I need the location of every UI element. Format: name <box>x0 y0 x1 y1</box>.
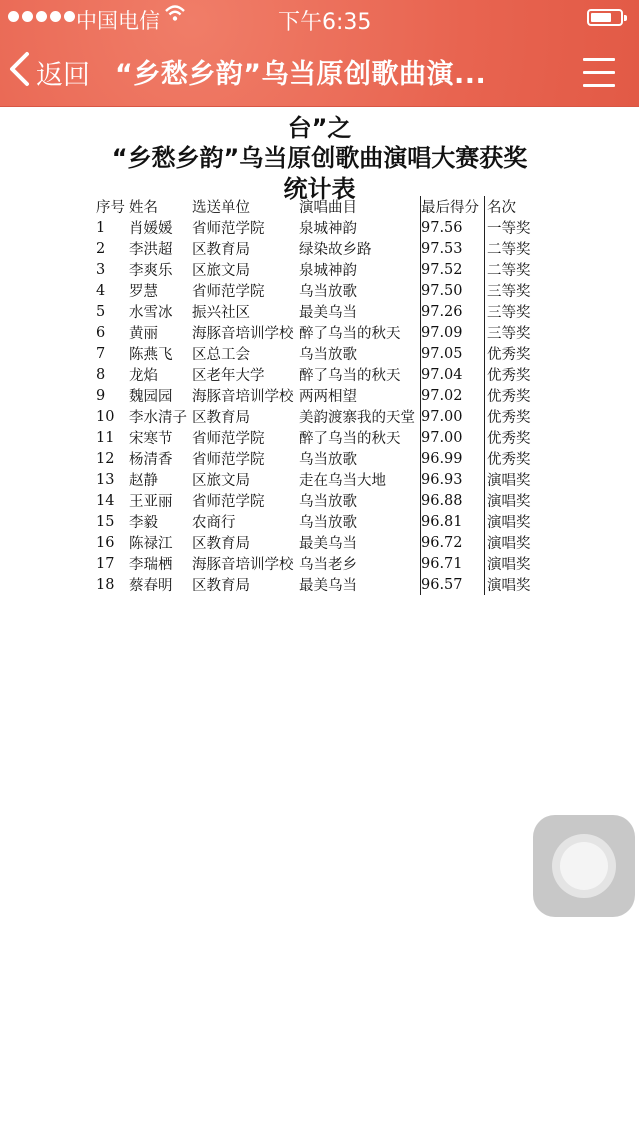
cell-song: 醉了乌当的秋天 <box>299 368 401 384</box>
column-header-no: 序号 <box>96 200 125 216</box>
cell-score: 97.02 <box>421 385 485 406</box>
cell-score: 97.26 <box>421 301 485 322</box>
cell-song: 绿染故乡路 <box>299 242 372 258</box>
cell-name: 赵静 <box>129 473 158 489</box>
cell-name: 陈禄江 <box>129 536 173 552</box>
table-row <box>96 448 537 469</box>
cell-rank: 三等奖 <box>487 305 531 321</box>
table-row <box>96 259 537 280</box>
cell-no: 14 <box>96 492 115 509</box>
status-bar <box>0 0 639 36</box>
cell-song: 美韵渡寨我的天堂 <box>299 410 415 426</box>
cell-unit: 省师范学院 <box>192 452 265 468</box>
cell-name: 李爽乐 <box>129 263 173 279</box>
battery-icon <box>587 9 623 26</box>
cell-no: 5 <box>96 303 106 320</box>
nav-bar <box>0 38 639 106</box>
back-label: 返回 <box>36 59 90 91</box>
cell-song: 乌当老乡 <box>299 557 357 573</box>
cell-score: 97.04 <box>421 364 485 385</box>
column-header-unit: 选送单位 <box>192 200 250 216</box>
cell-unit: 区教育局 <box>192 578 250 594</box>
column-header-name: 姓名 <box>129 200 158 216</box>
cell-name: 魏园园 <box>129 389 173 405</box>
cell-name: 李瑞栖 <box>129 557 173 573</box>
cell-score: 96.71 <box>421 553 485 574</box>
table-header-row <box>96 196 537 217</box>
cell-name: 杨清香 <box>129 452 173 468</box>
cell-unit: 省师范学院 <box>192 431 265 447</box>
column-header-song: 演唱曲目 <box>299 200 357 216</box>
status-time: 下午6:35 <box>278 10 372 35</box>
cell-name: 罗慧 <box>129 284 158 300</box>
heading-continued: 台”之 <box>287 114 352 142</box>
cell-song: 最美乌当 <box>299 305 357 321</box>
cell-name: 李毅 <box>129 515 158 531</box>
cell-unit: 区旅文局 <box>192 263 250 279</box>
carrier-name: 中国电信 <box>76 9 160 33</box>
cell-unit: 省师范学院 <box>192 494 265 510</box>
cell-song: 乌当放歌 <box>299 347 357 363</box>
cell-unit: 区旅文局 <box>192 473 250 489</box>
cell-song: 乌当放歌 <box>299 284 357 300</box>
cell-song: 两两相望 <box>299 389 357 405</box>
cell-no: 4 <box>96 282 106 299</box>
cell-unit: 振兴社区 <box>192 305 250 321</box>
chevron-left-icon <box>8 51 30 94</box>
cell-name: 李洪超 <box>129 242 173 258</box>
cell-score: 96.57 <box>421 574 485 595</box>
table-row <box>96 322 537 343</box>
cell-song: 泉城神韵 <box>299 221 357 237</box>
cell-no: 13 <box>96 471 115 488</box>
back-button[interactable] <box>8 48 90 96</box>
cell-no: 18 <box>96 576 115 593</box>
cell-rank: 一等奖 <box>487 221 531 237</box>
table-subheading: 统计表 <box>283 175 356 203</box>
table-row <box>96 280 537 301</box>
cell-song: 乌当放歌 <box>299 452 357 468</box>
cell-unit: 区老年大学 <box>192 368 265 384</box>
cell-name: 黄丽 <box>129 326 158 342</box>
column-header-rank: 名次 <box>487 200 516 216</box>
cell-name: 李水清子 <box>129 410 187 426</box>
cell-unit: 区总工会 <box>192 347 250 363</box>
cell-unit: 海豚音培训学校 <box>192 326 294 342</box>
cell-score: 97.52 <box>421 259 485 280</box>
table-row <box>96 385 537 406</box>
top-bar <box>0 0 639 107</box>
cell-name: 陈燕飞 <box>129 347 173 363</box>
cell-name: 水雪冰 <box>129 305 173 321</box>
cell-unit: 区教育局 <box>192 242 250 258</box>
table-row <box>96 469 537 490</box>
cell-score: 96.72 <box>421 532 485 553</box>
cell-unit: 省师范学院 <box>192 284 265 300</box>
results-table <box>96 196 537 595</box>
cell-no: 3 <box>96 261 106 278</box>
cell-rank: 演唱奖 <box>487 473 531 489</box>
cell-rank: 演唱奖 <box>487 494 531 510</box>
cell-no: 2 <box>96 240 106 257</box>
cell-score: 97.56 <box>421 217 485 238</box>
cell-score: 96.99 <box>421 448 485 469</box>
table-row <box>96 511 537 532</box>
cell-song: 醉了乌当的秋天 <box>299 431 401 447</box>
cell-no: 16 <box>96 534 115 551</box>
cell-rank: 二等奖 <box>487 263 531 279</box>
cell-no: 9 <box>96 387 106 404</box>
cell-score: 97.00 <box>421 406 485 427</box>
cell-song: 醉了乌当的秋天 <box>299 326 401 342</box>
cell-rank: 二等奖 <box>487 242 531 258</box>
table-row <box>96 301 537 322</box>
cell-unit: 海豚音培训学校 <box>192 389 294 405</box>
cell-score: 96.93 <box>421 469 485 490</box>
assistive-touch-button[interactable] <box>533 815 635 917</box>
cell-rank: 三等奖 <box>487 284 531 300</box>
cell-score: 97.50 <box>421 280 485 301</box>
cell-song: 乌当放歌 <box>299 494 357 510</box>
page-title: “乡愁乡韵”乌当原创歌曲演... <box>115 59 487 90</box>
column-header-score: 最后得分 <box>421 196 485 217</box>
table-row <box>96 406 537 427</box>
table-body <box>96 217 537 595</box>
cell-unit: 区教育局 <box>192 536 250 552</box>
cell-no: 10 <box>96 408 115 425</box>
cell-score: 97.09 <box>421 322 485 343</box>
cell-rank: 演唱奖 <box>487 557 531 573</box>
cell-name: 蔡春明 <box>129 578 173 594</box>
cell-no: 6 <box>96 324 106 341</box>
table-row <box>96 553 537 574</box>
cell-score: 97.05 <box>421 343 485 364</box>
cell-song: 走在乌当大地 <box>299 473 386 489</box>
cell-rank: 演唱奖 <box>487 515 531 531</box>
cell-rank: 演唱奖 <box>487 536 531 552</box>
table-row <box>96 490 537 511</box>
cell-name: 宋寒节 <box>129 431 173 447</box>
table-row <box>96 343 537 364</box>
cell-score: 97.53 <box>421 238 485 259</box>
cell-score: 96.88 <box>421 490 485 511</box>
cell-no: 7 <box>96 345 106 362</box>
assistive-touch-icon <box>552 834 616 898</box>
cell-unit: 农商行 <box>192 515 236 531</box>
cell-score: 97.00 <box>421 427 485 448</box>
signal-strength-icon <box>8 11 75 22</box>
cell-name: 王亚丽 <box>129 494 173 510</box>
cell-rank: 优秀奖 <box>487 389 531 405</box>
battery-level <box>591 13 611 22</box>
cell-rank: 优秀奖 <box>487 410 531 426</box>
cell-unit: 海豚音培训学校 <box>192 557 294 573</box>
table-row <box>96 217 537 238</box>
cell-rank: 三等奖 <box>487 326 531 342</box>
cell-rank: 优秀奖 <box>487 431 531 447</box>
cell-song: 泉城神韵 <box>299 263 357 279</box>
cell-score: 96.81 <box>421 511 485 532</box>
table-row <box>96 364 537 385</box>
table-row <box>96 532 537 553</box>
cell-name: 龙焰 <box>129 368 158 384</box>
cell-rank: 优秀奖 <box>487 347 531 363</box>
cell-no: 15 <box>96 513 115 530</box>
cell-no: 8 <box>96 366 106 383</box>
cell-no: 11 <box>96 429 115 446</box>
cell-song: 最美乌当 <box>299 578 357 594</box>
cell-song: 最美乌当 <box>299 536 357 552</box>
cell-no: 1 <box>96 219 106 236</box>
hamburger-menu-icon[interactable] <box>583 58 615 97</box>
table-row <box>96 427 537 448</box>
cell-no: 12 <box>96 450 115 467</box>
cell-name: 肖媛媛 <box>129 221 173 237</box>
table-row <box>96 238 537 259</box>
cell-rank: 优秀奖 <box>487 452 531 468</box>
cell-unit: 区教育局 <box>192 410 250 426</box>
cell-unit: 省师范学院 <box>192 221 265 237</box>
wifi-icon <box>164 2 186 30</box>
cell-rank: 优秀奖 <box>487 368 531 384</box>
cell-song: 乌当放歌 <box>299 515 357 531</box>
cell-rank: 演唱奖 <box>487 578 531 594</box>
table-row <box>96 574 537 595</box>
table-heading: “乡愁乡韵”乌当原创歌曲演唱大赛获奖 <box>111 144 528 172</box>
cell-no: 17 <box>96 555 115 572</box>
